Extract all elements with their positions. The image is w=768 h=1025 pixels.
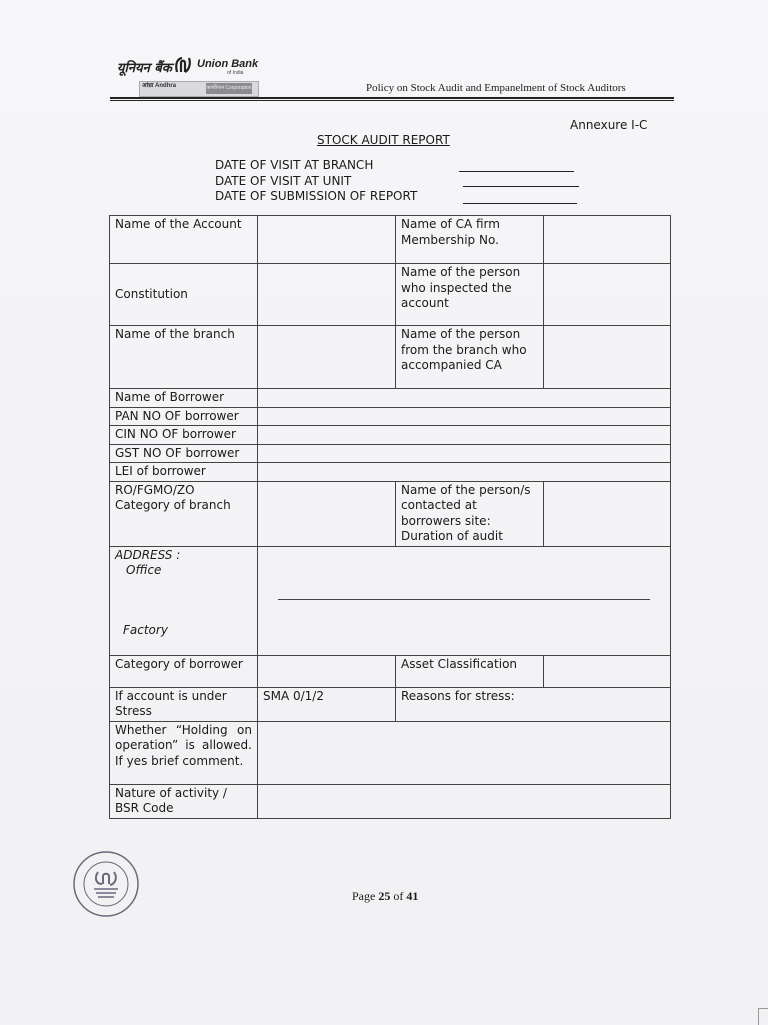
stress-label: If account is under Stress: [110, 687, 258, 721]
activity-label: Nature of activity / BSR Code: [110, 784, 258, 818]
table-row: [110, 264, 671, 326]
holding-value[interactable]: [258, 721, 671, 784]
address-value[interactable]: [258, 546, 671, 655]
borrower-name-value[interactable]: [258, 389, 671, 408]
table-row: [110, 216, 671, 264]
page-of: of: [393, 889, 404, 903]
andhra-bank-label: आंध्रा Andhra: [142, 83, 177, 89]
table-row: [110, 444, 671, 463]
constitution-value[interactable]: [258, 264, 396, 326]
address-cell: [110, 546, 258, 655]
asset-class-value[interactable]: [544, 655, 671, 687]
annexure-label: Annexure I-C: [570, 118, 648, 132]
contacted-label: Name of the person/s contacted at borrowers site: Duration of audit: [396, 481, 544, 546]
branch-person-label: Name of the person from the branch who accompanied CA: [396, 326, 544, 389]
table-row: [110, 426, 671, 445]
bank-name-hindi: यूनियन बैंक: [117, 61, 172, 76]
page-corner-mark: [758, 1008, 768, 1025]
table-row: [110, 721, 671, 784]
pan-value[interactable]: [258, 407, 671, 426]
page-current: 25: [378, 889, 391, 903]
branch-person-value[interactable]: [544, 326, 671, 389]
cin-label: CIN NO OF borrower: [110, 426, 258, 445]
date-visit-branch-field[interactable]: [459, 171, 574, 172]
inspector-value[interactable]: [544, 264, 671, 326]
ro-category-value[interactable]: [258, 481, 396, 546]
account-name-value[interactable]: [258, 216, 396, 264]
factory-label: Factory: [123, 622, 168, 637]
policy-title: Policy on Stock Audit and Empanelment of Stock Auditors: [366, 82, 626, 94]
table-row: [110, 407, 671, 426]
address-label: ADDRESS :: [115, 547, 181, 562]
table-row: [110, 389, 671, 408]
date-submission-label: DATE OF SUBMISSION OF REPORT: [215, 189, 418, 203]
sma-value: SMA 0/1/2: [258, 687, 396, 721]
borrower-category-value[interactable]: [258, 655, 396, 687]
page-total: 41: [406, 889, 419, 903]
table-row: [110, 655, 671, 687]
table-row: [110, 784, 671, 818]
gst-value[interactable]: [258, 444, 671, 463]
branch-seal-stamp: [72, 850, 140, 918]
page-number: [352, 889, 418, 904]
table-row: [110, 463, 671, 482]
header-rule-thin: [110, 100, 674, 101]
account-name-label: Name of the Account: [110, 216, 258, 264]
asset-class-label: Asset Classification: [396, 655, 544, 687]
bank-name-sub: of India: [227, 70, 244, 76]
page-prefix: Page: [352, 889, 376, 903]
ro-category-label: RO/FGMO/ZO Category of branch: [110, 481, 258, 546]
lei-label: LEI of borrower: [110, 463, 258, 482]
stock-audit-table: [109, 215, 671, 819]
table-row: [110, 546, 671, 655]
header-rule: [110, 97, 674, 99]
ca-firm-label: Name of CA firm Membership No.: [396, 216, 544, 264]
cin-value[interactable]: [258, 426, 671, 445]
merged-banks-band: [139, 81, 259, 97]
corporation-bank-label: कार्पोरेशन Corporation: [206, 83, 252, 94]
borrower-name-label: Name of Borrower: [110, 389, 258, 408]
table-row: [110, 326, 671, 389]
report-title: STOCK AUDIT REPORT: [317, 133, 450, 147]
table-row: [110, 687, 671, 721]
constitution-label: Constitution: [110, 264, 258, 326]
branch-name-label: Name of the branch: [110, 326, 258, 389]
table-row: [110, 481, 671, 546]
activity-value[interactable]: [258, 784, 671, 818]
borrower-category-label: Category of borrower: [110, 655, 258, 687]
contacted-value[interactable]: [544, 481, 671, 546]
inspector-label: Name of the person who inspected the account: [396, 264, 544, 326]
bank-name: Union Bank: [197, 58, 259, 70]
date-submission-field[interactable]: [463, 203, 577, 204]
date-visit-unit-label: DATE OF VISIT AT UNIT: [215, 174, 352, 188]
holding-label: Whether “Holding on operation” is allowed. If yes brief comment.: [110, 721, 258, 784]
union-bank-logo: [117, 56, 267, 100]
lei-value[interactable]: [258, 463, 671, 482]
union-bank-emblem-icon: [174, 56, 192, 74]
pan-label: PAN NO OF borrower: [110, 407, 258, 426]
date-visit-branch-label: DATE OF VISIT AT BRANCH: [215, 158, 374, 172]
gst-label: GST NO OF borrower: [110, 444, 258, 463]
office-label: Office: [126, 563, 162, 577]
office-address-line: [278, 599, 650, 600]
date-visit-unit-field[interactable]: [463, 186, 579, 187]
branch-name-value[interactable]: [258, 326, 396, 389]
stress-reasons-label: Reasons for stress:: [396, 687, 671, 721]
ca-firm-value[interactable]: [544, 216, 671, 264]
